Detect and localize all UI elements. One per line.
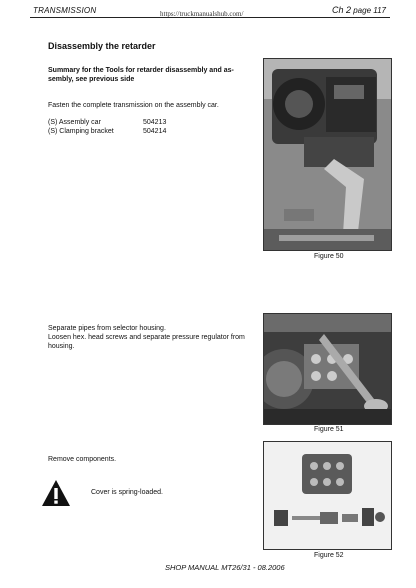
footer-text: SHOP MANUAL MT26/31 - 08.2006 [165,563,285,572]
figure-50-image [263,58,392,251]
chapter-label: Ch 2 [331,5,351,15]
remove-instruction: Remove components. [48,456,117,463]
fasten-instruction: Fasten the complete transmission on the assembly car. [48,102,219,109]
figure-51-caption: Figure 51 [314,426,344,433]
tool-name-2: (S) Clamping bracket [48,128,114,135]
section-title: Disassembly the retarder [48,41,156,51]
running-header-section: TRANSMISSION [33,6,97,15]
watermark-url[interactable]: https://truckmanualshub.com/ [160,10,244,18]
figure-52-caption: Figure 52 [314,552,344,559]
tool-code-2: 504214 [143,128,167,135]
figure-51-image [263,313,392,425]
tool-code-1: 504213 [143,119,167,126]
tool-name-1: (S) Assembly car [48,119,101,126]
warning-triangle-icon [41,478,71,508]
page-number [332,5,386,15]
figure-52-image [263,441,392,550]
summary-text: Summary for the Tools for retarder disassembly and as-sembly, see previous side [48,67,234,83]
header-rule [30,17,390,18]
figure-50-caption: Figure 50 [314,253,344,260]
page-label: page 117 [353,6,386,15]
separate-instruction-1: Separate pipes from selector housing. [48,325,166,332]
warning-text: Cover is spring-loaded. [91,489,163,496]
separate-instruction-2: Loosen hex. head screws and separate pressure regulator from housing. [48,334,245,350]
